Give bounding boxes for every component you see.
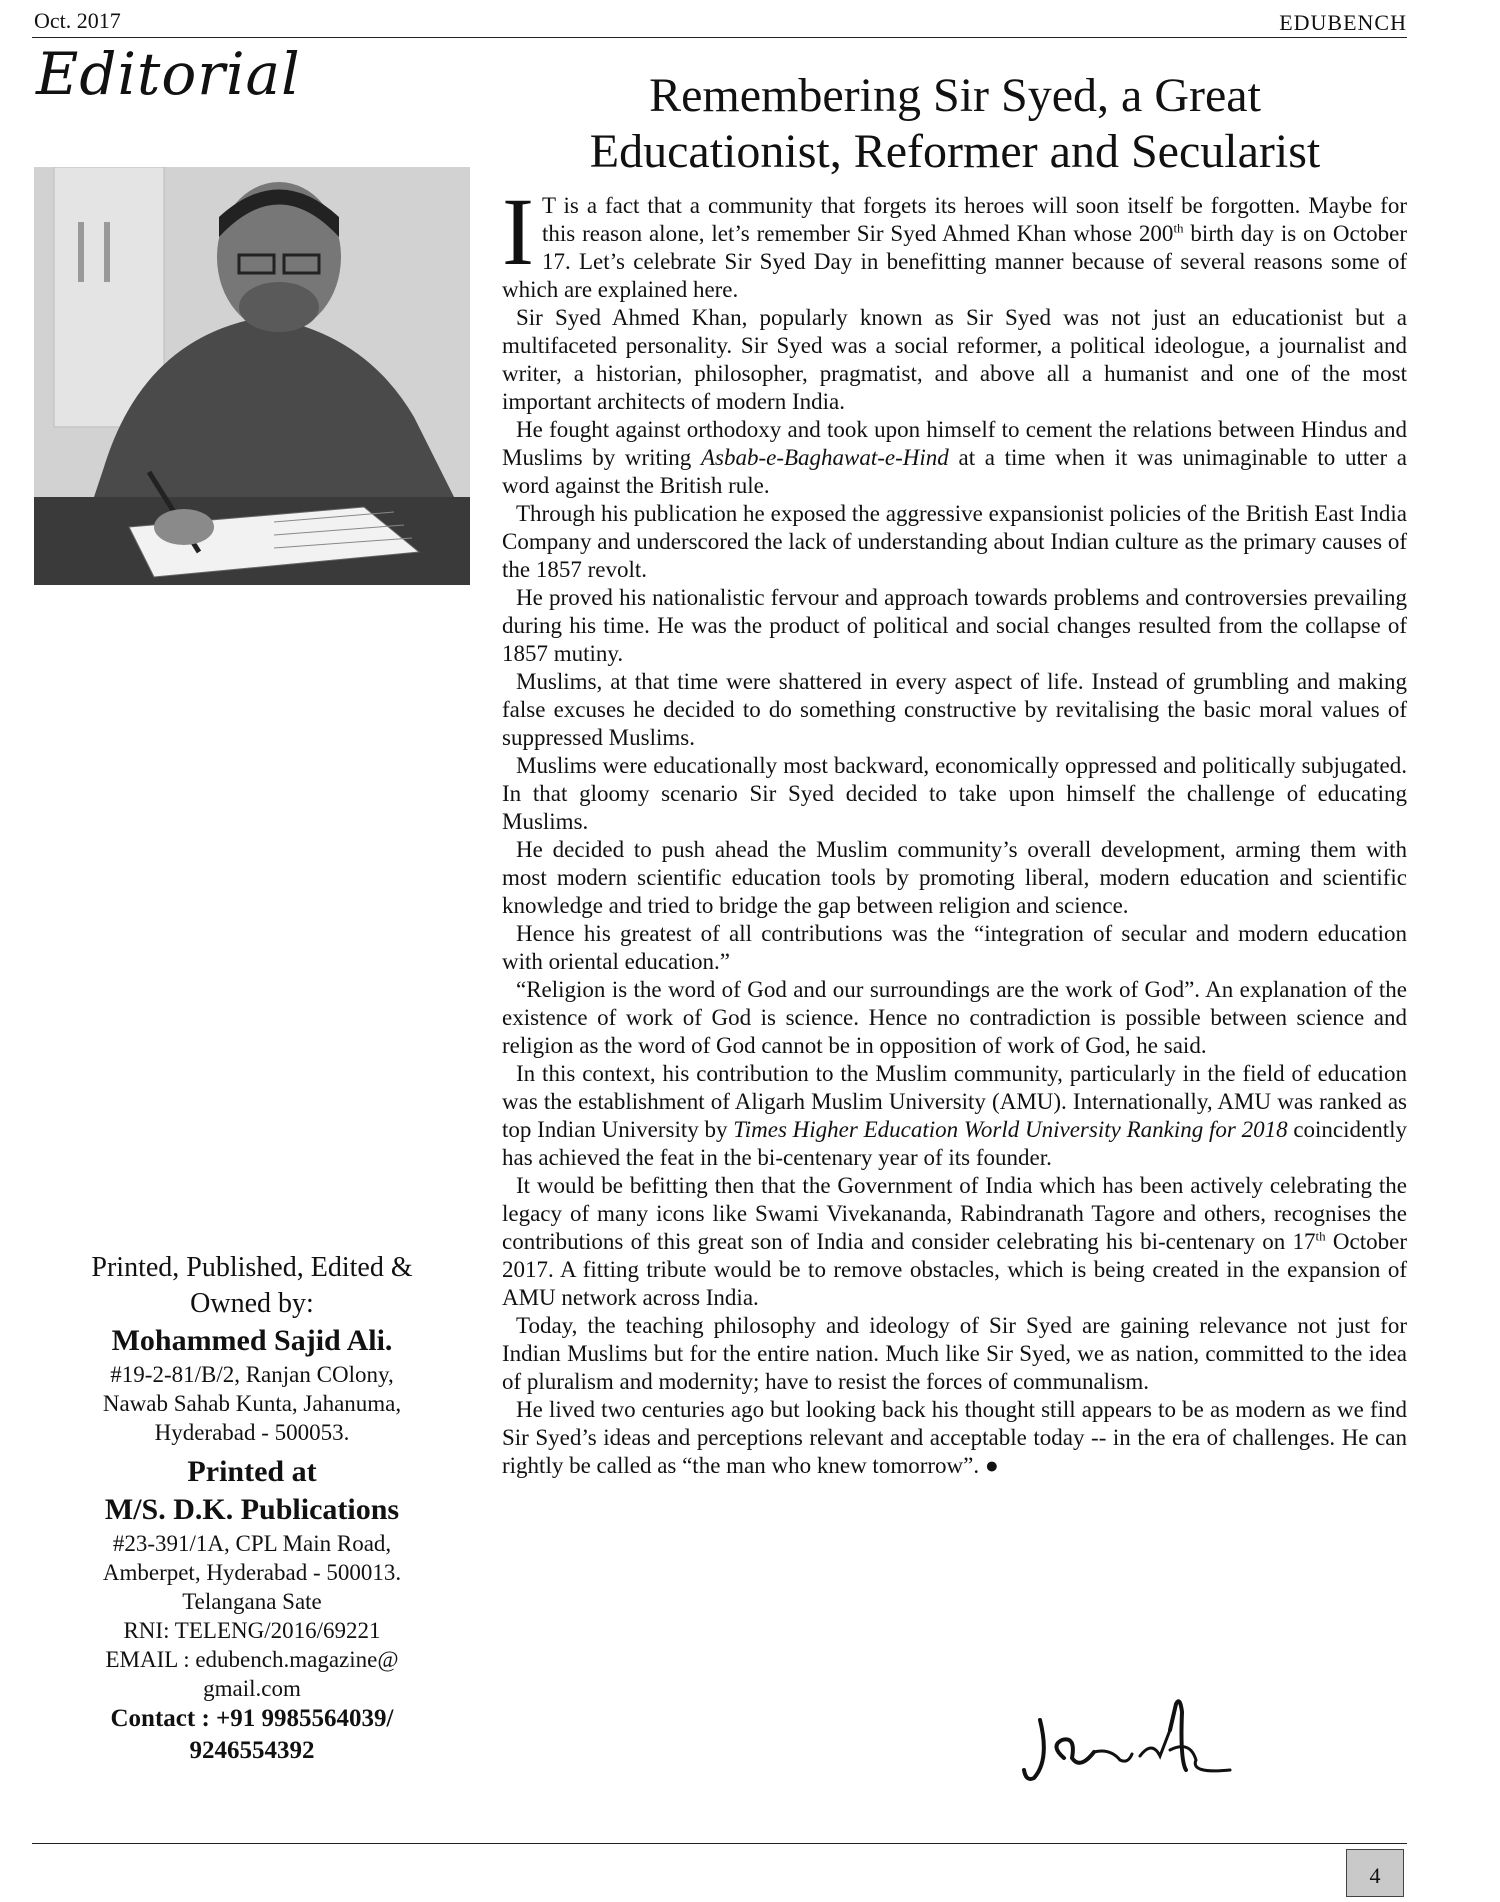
paragraph-5: He proved his nationalistic fervour and approach towards problems and controversies prevailing during his time. He was the product of political and social changes resulted from the collapse of 1857 mutiny. (502, 585, 1407, 666)
email: EMAIL : edubench.magazine@ (105, 1647, 399, 1672)
paragraph-text: October 2017. A fitting tribute would be to remove obstacles, which is being created in the expansion of AMU network across India. (502, 1229, 1408, 1310)
title-line-1: Remembering Sir Syed, a Great (649, 69, 1261, 122)
paragraph-14: He lived two centuries ago but looking back his thought still appears to be as modern as we find Sir Syed’s ideas and perceptions relevant and acceptable today -- in the era of challenges. He can rightly be called as “the man who knew tomorrow”. ● (502, 1397, 1407, 1478)
contact: 9246554392 (189, 1737, 315, 1764)
printed-at-label: Printed at (187, 1455, 317, 1488)
imprint-line: Owned by: (190, 1288, 314, 1319)
owner-address: Hyderabad - 500053. (154, 1420, 350, 1445)
page-number: 4 (1346, 1849, 1404, 1897)
paragraph-text: He fought against orthodoxy and took upon himself to cement the relations between Hindus and Muslims by writing (502, 417, 1407, 470)
paragraph-3 (502, 416, 1407, 500)
paragraph-text: It would be befitting then that the Government of India which has been actively celebrating the legacy of many icons like Swami Vivekananda, Rabindranath Tagore and others, recognises the contributions of this great son of India and consider celebrating his bi-centenary on 17 (502, 1173, 1407, 1254)
ranking-title: Times Higher Education World University Ranking for 2018 (733, 1117, 1288, 1142)
issue-date: Oct. 2017 (34, 8, 121, 33)
paragraph-13: Today, the teaching philosophy and ideology of Sir Syed are gaining relevance not just for Indian Muslims but for the entire nation. Much like Sir Syed, we as nation, committed to the idea of pluralism and modernity; have to resist the forces of communalism. (502, 1313, 1407, 1394)
header-rule (32, 37, 1407, 38)
paragraph-text: coincidently has achieved the feat in the bi-centenary year of its founder. (502, 1117, 1408, 1170)
paragraph-8: He decided to push ahead the Muslim community’s overall development, arming them with most modern scientific education tools by promoting liberal, modern education and scientific knowledge and tried to bridge the gap between religion and science. (502, 837, 1407, 918)
paragraph-7: Muslims were educationally most backward, economically oppressed and politically subjugated. In that gloomy scenario Sir Syed decided to take upon himself the challenge of educating Muslims. (502, 753, 1407, 834)
article-title (490, 68, 1420, 180)
paragraph-10: “Religion is the word of God and our surroundings are the work of God”. An explanation of the existence of work of God is science. Hence no contradiction is possible between science and religion as the word of God cannot be in opposition of work of God, he said. (502, 977, 1407, 1058)
printer-address: Amberpet, Hyderabad - 500013. (102, 1560, 402, 1585)
rni-number: RNI: TELENG/2016/69221 (123, 1618, 381, 1643)
paragraph-12 (502, 1172, 1407, 1312)
paragraph-text: T is a fact that a community that forgets its heroes will soon itself be forgotten. Maybe for this reason alone, let’s remember Sir Syed Ahmed Khan whose 200 (541, 193, 1407, 246)
paragraph-text: In this context, his contribution to the Muslim community, particularly in the field of education was the establishment of Aligarh Muslim University (AMU). Internationally, AMU was ranked as top Indian University by (502, 1061, 1407, 1142)
book-title: Asbab-e-Baghawat-e-Hind (700, 445, 949, 470)
drop-cap: I (502, 178, 534, 285)
paragraph-11 (502, 1060, 1407, 1172)
author-photo-icon (34, 167, 470, 585)
contact: Contact : +91 9985564039/ (110, 1705, 394, 1732)
publication-name: EDUBENCH (1279, 10, 1407, 35)
signature-icon (1020, 1690, 1240, 1790)
paragraph-9: Hence his greatest of all contributions was the “integration of secular and modern education with oriental education.” (502, 921, 1407, 974)
ordinal-suffix: th (1173, 220, 1184, 236)
paragraph-4: Through his publication he exposed the aggressive expansionist policies of the British East India Company and underscored the lack of understanding about Indian culture as the primary causes of the 1857 revolt. (502, 501, 1407, 582)
paragraph-text: birth day is on October 17. Let’s celebrate Sir Syed Day in benefitting manner because of several reasons some of which are explained here. (502, 221, 1407, 302)
section-label: Editorial (36, 40, 301, 108)
signature (1020, 1690, 1240, 1790)
article-body (502, 178, 1408, 1480)
paragraph-2: Sir Syed Ahmed Khan, popularly known as Sir Syed was not just an educationist but a multifaceted personality. Sir Syed was a social reformer, a political ideologue, a journalist and writer, a historian, philosopher, pragmatist, and above all a humanist and one of the most important architects of modern India. (502, 305, 1407, 414)
email: gmail.com (203, 1676, 301, 1701)
imprint-block (34, 1250, 470, 1767)
owner-address: #19-2-81/B/2, Ranjan COlony, (110, 1362, 394, 1387)
footer-rule (32, 1843, 1407, 1844)
owner-address: Nawab Sahab Kunta, Jahanuma, (102, 1391, 402, 1416)
paragraph-1 (502, 178, 1407, 304)
imprint-line: Printed, Published, Edited & (91, 1252, 413, 1283)
printer-name: M/S. D.K. Publications (104, 1493, 400, 1526)
paragraph-text: at a time when it was unimaginable to utter a word against the British rule. (502, 445, 1407, 498)
author-photo (34, 167, 470, 585)
ordinal-suffix: th (1315, 1228, 1326, 1244)
paragraph-6: Muslims, at that time were shattered in every aspect of life. Instead of grumbling and making false excuses he decided to do something constructive by revitalising the basic moral values of suppressed Muslims. (502, 669, 1407, 750)
printer-address: Telangana Sate (182, 1589, 322, 1614)
owner-name: Mohammed Sajid Ali. (111, 1324, 393, 1357)
printer-address: #23-391/1A, CPL Main Road, (112, 1531, 392, 1556)
title-line-2: Educationist, Reformer and Secularist (589, 125, 1321, 178)
